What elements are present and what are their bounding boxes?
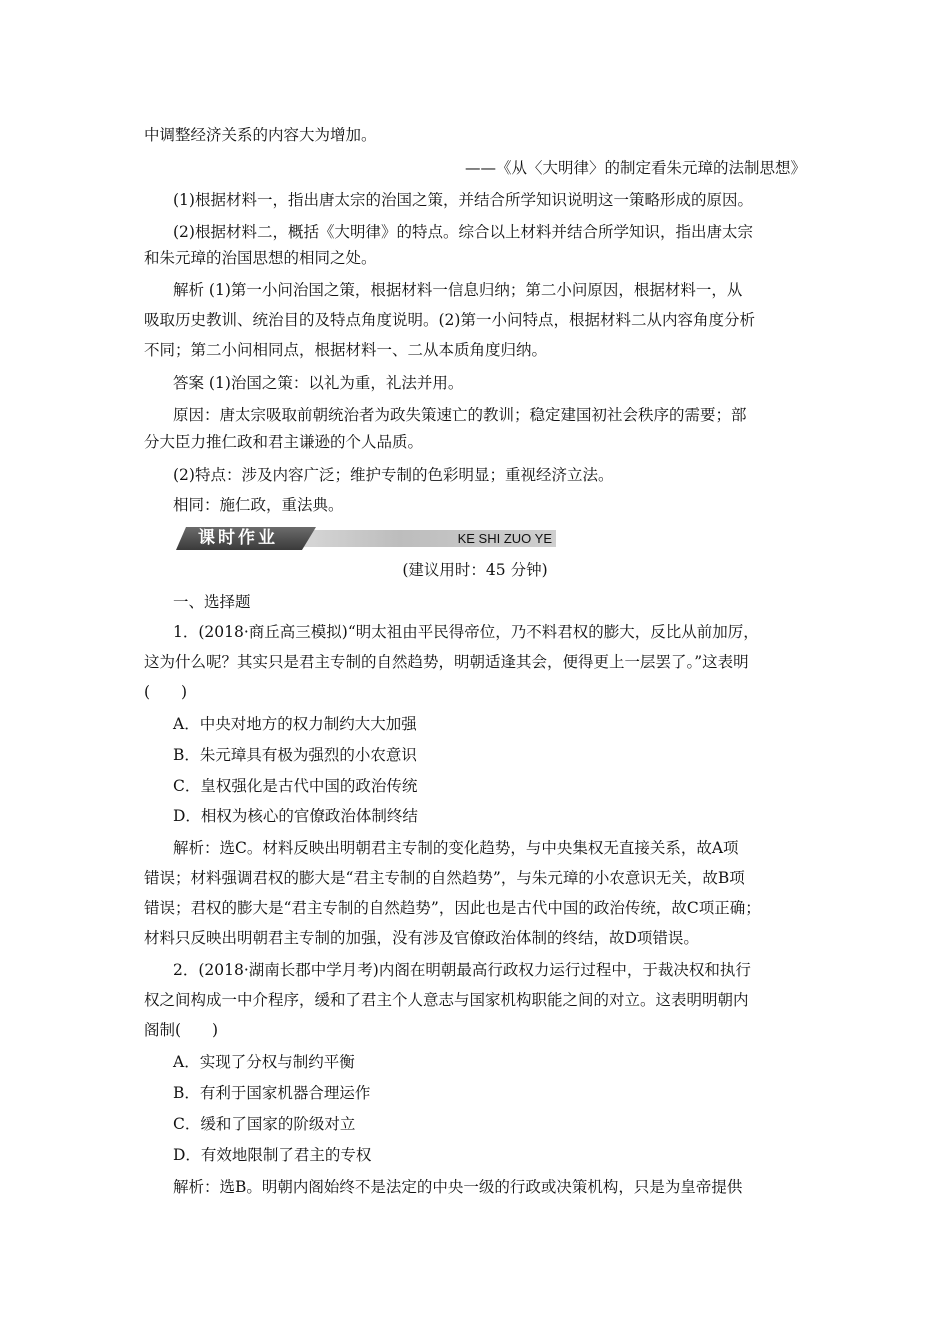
question-stem: 1．(2018·商丘高三模拟)“明太祖由平民得帝位，乃不料君权的膨大，反比从前加厉，: [173, 623, 759, 641]
suggested-time: (建议用时：45 分钟): [402, 561, 548, 579]
text-line: 错误；材料强调君权的膨大是“君主专制的自然趋势”，与朱元璋的小农意识无关，故B项: [144, 869, 745, 887]
text-line: 相同：施仁政，重法典。: [173, 496, 344, 514]
answer-blank: 阁制( ): [144, 1021, 219, 1039]
option-b: B．朱元璋具有极为强烈的小农意识: [173, 746, 417, 764]
section-banner: [176, 527, 556, 550]
text-line: 错误；君权的膨大是“君主专制的自然趋势”，因此也是古代中国的政治传统，故C项正确；: [144, 899, 761, 917]
text-line: 吸取历史教训、统治目的及特点角度说明。(2)第一小问特点，根据材料二从内容角度分析: [144, 311, 755, 329]
text-line: 中调整经济关系的内容大为增加。: [144, 126, 377, 144]
text-line: 权之间构成一中介程序，缓和了君主个人意志与国家机构职能之间的对立。这表明明朝内: [144, 991, 749, 1009]
analysis-paragraph: 解析：选C。材料反映出明朝君主专制的变化趋势，与中央集权无直接关系，故A项: [173, 839, 739, 857]
answer-paragraph: 答案 (1)治国之策：以礼为重，礼法并用。: [173, 374, 464, 392]
option-c: C．缓和了国家的阶级对立: [173, 1115, 356, 1133]
option-a: A．实现了分权与制约平衡: [173, 1053, 355, 1071]
text-line: 和朱元璋的治国思想的相同之处。: [144, 249, 377, 267]
section-heading: 一、选择题: [173, 593, 251, 611]
option-b: B．有利于国家机器合理运作: [173, 1084, 371, 1102]
text-line: (2)特点：涉及内容广泛；维护专制的色彩明显；重视经济立法。: [173, 466, 614, 484]
text-line: 原因：唐太宗吸取前朝统治者为政失策速亡的教训；稳定建国初社会秩序的需要；部: [173, 406, 747, 424]
text-line: 材料只反映出明朝君主专制的加强，没有涉及官僚政治体制的终结，故D项错误。: [144, 929, 699, 947]
answer-blank: ( ): [144, 683, 188, 701]
analysis-paragraph: 解析：选B。明朝内阁始终不是法定的中央一级的行政或决策机构，只是为皇帝提供: [173, 1178, 743, 1196]
option-d: D．有效地限制了君主的专权: [173, 1146, 372, 1164]
option-d: D．相权为核心的官僚政治体制终结: [173, 807, 418, 825]
option-a: A．中央对地方的权力制约大大加强: [173, 715, 417, 733]
option-c: C．皇权强化是古代中国的政治传统: [173, 777, 418, 795]
text-line: 这为什么呢？其实只是君主专制的自然趋势，明朝适逢其会，便得更上一层罢了。”这表明: [144, 653, 749, 671]
banner-pinyin: KE SHI ZUO YE: [457, 531, 552, 546]
question-2: (2)根据材料二，概括《大明律》的特点。综合以上材料并结合所学知识，指出唐太宗: [173, 223, 753, 241]
question-stem: 2．(2018·湖南长郡中学月考)内阁在明朝最高行政权力运行过程中，于裁决权和执行: [173, 961, 751, 979]
source-citation: ——《从〈大明律〉的制定看朱元璋的法制思想》: [464, 159, 806, 177]
analysis-paragraph: 解析 (1)第一小问治国之策，根据材料一信息归纳；第二小问原因，根据材料一，从: [173, 281, 743, 299]
banner-title: 课时作业: [198, 528, 278, 548]
text-line: 不同；第二小问相同点，根据材料一、二从本质角度归纳。: [144, 341, 548, 359]
text-line: 分大臣力推仁政和君主谦逊的个人品质。: [144, 433, 424, 451]
question-1: (1)根据材料一，指出唐太宗的治国之策，并结合所学知识说明这一策略形成的原因。: [173, 191, 753, 209]
